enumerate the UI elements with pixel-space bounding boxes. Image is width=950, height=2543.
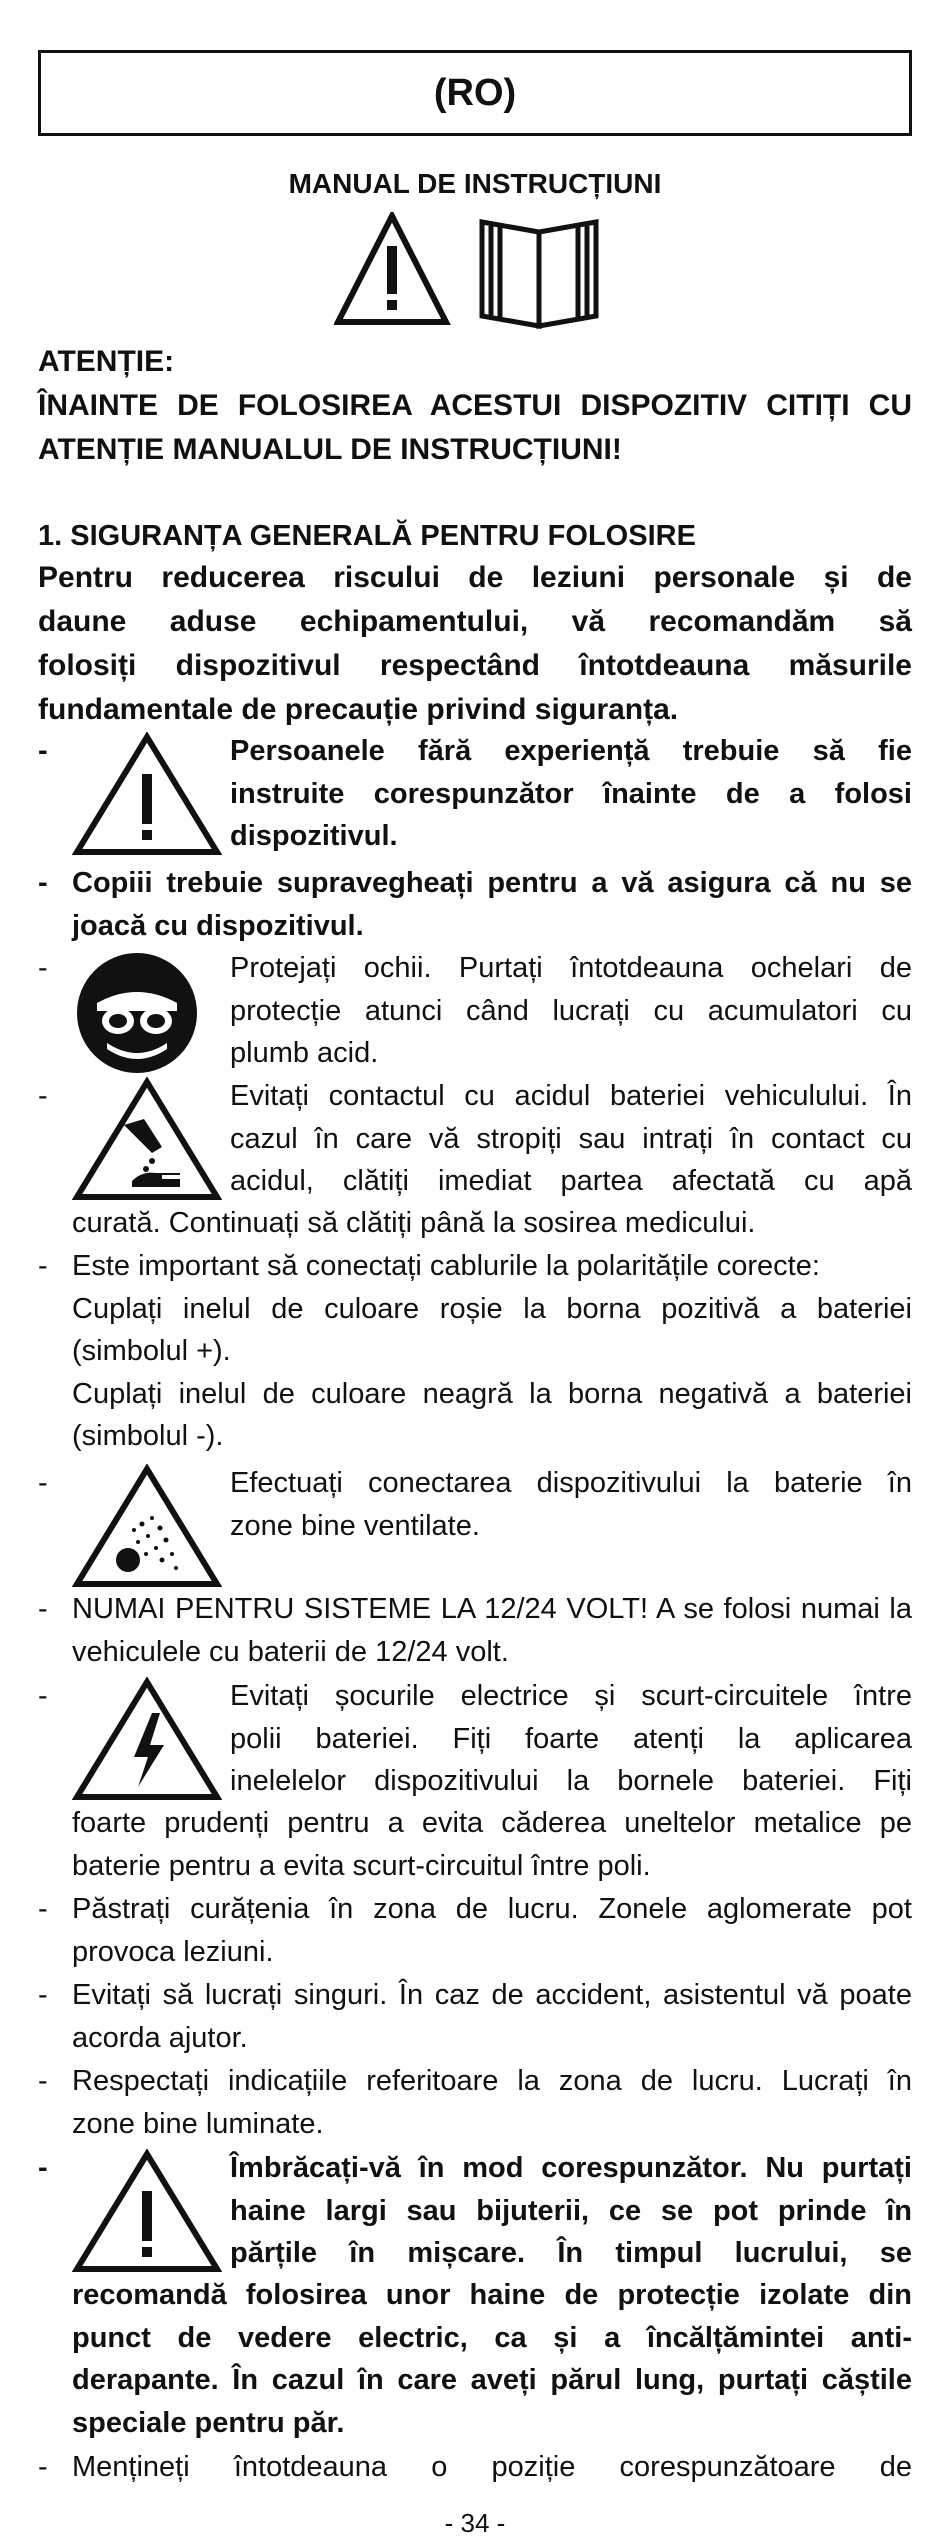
bullet-dash: -: [38, 867, 48, 899]
item-line: zone bine luminate.: [72, 2107, 324, 2140]
item-line: vehiculele cu baterii de 12/24 volt.: [72, 1635, 509, 1668]
item-text: [230, 1075, 912, 1203]
item-text: [230, 730, 912, 858]
list-item: [38, 862, 912, 948]
list-item: [38, 1888, 912, 1974]
item-line: Îmbrăcați-vă în mod corespunzător. Nu purtați: [230, 2152, 912, 2184]
item-line: speciale pentru păr.: [72, 2406, 345, 2439]
section-title: 1. SIGURANȚA GENERALĂ PENTRU FOLOSIRE: [38, 520, 696, 552]
list-item: [38, 1245, 912, 1460]
item-line: polii bateriei. Fiți foarte atenți la aplicarea: [230, 1722, 912, 1755]
header-icons: [334, 212, 614, 330]
bullet-dash: -: [38, 1250, 48, 1282]
list-item: [38, 2446, 912, 2490]
list-item: [38, 730, 912, 860]
item-line: Cuplați inelul de culoare roșie la borna pozitivă a bateriei: [72, 1292, 912, 1325]
attention-line-1: ÎNAINTE DE FOLOSIREA ACESTUI DISPOZITIV CITIȚI CU: [38, 389, 912, 422]
intro-line: fundamentale de precauție privind siguranța.: [38, 693, 679, 726]
item-text: [230, 1462, 912, 1547]
list-item: [38, 1675, 912, 1890]
bullet-dash: -: [38, 1080, 48, 1112]
attention-label: ATENȚIE:: [38, 345, 175, 378]
section-intro: [38, 556, 912, 732]
item-text: [230, 2147, 912, 2275]
bullet-dash: -: [38, 2451, 48, 2483]
item-line: Păstrați curățenia în zona de lucru. Zonele aglomerate pot: [72, 1893, 912, 1925]
item-text: [72, 1588, 912, 1673]
item-line: cazul în care vă stropiți sau intrați în contact cu: [230, 1122, 912, 1155]
item-line: protecție atunci când lucrați cu acumulatori cu: [230, 994, 912, 1027]
attention-notice: [38, 340, 912, 472]
item-line: plumb acid.: [230, 1037, 379, 1069]
item-line: acidul, clătiți imediat partea afectată cu apă: [230, 1165, 912, 1197]
item-line: Respectați indicațiile referitoare la zona de lucru. Lucrați în: [72, 2065, 912, 2097]
list-item: [38, 1588, 912, 1674]
corrosive-acid-icon: [72, 1077, 222, 1203]
item-line: derapante. În cazul în care aveți părul lung, purtați căștile: [72, 2364, 912, 2396]
manual-title: MANUAL DE INSTRUCȚIUNI: [288, 168, 662, 199]
explosion-hazard-icon: [72, 1464, 222, 1590]
page-number: - 34 -: [444, 2508, 506, 2538]
item-text: [230, 947, 912, 1075]
item-line: joacă cu dispozitivul.: [72, 909, 364, 942]
item-line: punct de vedere electric, ca și a încălțămintei anti-: [72, 2321, 912, 2354]
list-item: [38, 2147, 912, 2447]
intro-line: Pentru reducerea riscului de leziuni personale și de: [38, 561, 912, 594]
item-line: Evitați contactul cu acidul bateriei vehiculului. În: [230, 1080, 912, 1112]
electric-hazard-icon: [72, 1677, 222, 1803]
bullet-dash: -: [38, 1979, 48, 2011]
item-text: [72, 1888, 912, 1973]
attention-line-2: ATENȚIE MANUALUL DE INSTRUCȚIUNI!: [38, 433, 622, 466]
intro-line: folosiți dispozitivul respectând întotdeauna măsurile: [38, 649, 912, 682]
item-text: [72, 862, 912, 947]
list-item: [38, 1075, 912, 1245]
safety-goggles-icon: [72, 951, 202, 1075]
item-line: instruite corespunzător înainte de a folosi: [230, 777, 912, 810]
bullet-dash: -: [38, 735, 48, 767]
item-text: [72, 1245, 912, 1458]
bullet-dash: -: [38, 2065, 48, 2097]
item-text-continued: [72, 1802, 912, 1887]
item-line: curată. Continuați să clătiți până la sosirea medicului.: [72, 1207, 756, 1239]
item-line: haine largi sau bijuterii, ce se pot prinde în: [230, 2194, 912, 2227]
item-line: Persoanele fără experiență trebuie să fie: [230, 735, 912, 767]
item-line: acorda ajutor.: [72, 2021, 248, 2054]
item-text: [72, 2446, 912, 2489]
item-line: provoca leziuni.: [72, 1935, 274, 1968]
item-line: inelelelor dispozitivului la bornele bateriei. Fiți: [230, 1765, 912, 1797]
warning-triangle-icon: [72, 2149, 222, 2275]
item-line: Este important să conectați cablurile la polaritățile corecte:: [72, 1250, 820, 1282]
list-item: [38, 1974, 912, 2060]
item-line: (simbolul +).: [72, 1335, 231, 1367]
item-line: (simbolul -).: [72, 1420, 224, 1452]
item-line: foarte prudenți pentru a evita căderea uneltelor metalice pe: [72, 1807, 912, 1839]
item-line: Evitați să lucrați singuri. În caz de accident, asistentul vă poate: [72, 1979, 912, 2011]
language-box: [38, 50, 912, 136]
item-text: [72, 1974, 912, 2059]
item-line: Copiii trebuie supravegheați pentru a vă asigura că nu se: [72, 867, 912, 899]
item-line: Evitați șocurile electrice și scurt-circuitele între: [230, 1680, 912, 1712]
item-text-continued: [72, 2274, 912, 2444]
bullet-dash: -: [38, 1467, 48, 1499]
intro-line: daune aduse echipamentului, vă recomandăm să: [38, 605, 912, 638]
item-text: [230, 1675, 912, 1803]
item-line: NUMAI PENTRU SISTEME LA 12/24 VOLT! A se folosi numai la: [72, 1593, 912, 1625]
item-text: [72, 2060, 912, 2145]
bullet-dash: -: [38, 952, 48, 984]
item-line: dispozitivul.: [230, 820, 398, 852]
item-line: părțile în mișcare. În timpul lucrului, se: [230, 2237, 912, 2269]
item-line: Efectuați conectarea dispozitivului la baterie în: [230, 1467, 912, 1499]
bullet-dash: -: [38, 1893, 48, 1925]
list-item: [38, 947, 912, 1075]
open-book-icon: [482, 222, 596, 326]
item-line: baterie pentru a evita scurt-circuitul între poli.: [72, 1849, 651, 1882]
list-item: [38, 2060, 912, 2146]
item-line: zone bine ventilate.: [230, 1509, 480, 1542]
item-text-continued: [72, 1202, 912, 1245]
item-line: Mențineți întotdeauna o poziție corespunzătoare de: [72, 2451, 912, 2483]
bullet-dash: -: [38, 1593, 48, 1625]
bullet-dash: -: [38, 1680, 48, 1712]
language-code: (RO): [433, 71, 517, 114]
warning-triangle-icon: [72, 732, 222, 858]
item-line: Protejați ochii. Purtați întotdeauna ochelari de: [230, 952, 912, 984]
item-line: recomandă folosirea unor haine de protecție izolate din: [72, 2279, 912, 2311]
list-item: [38, 1462, 912, 1594]
bullet-dash: -: [38, 2152, 48, 2184]
item-line: Cuplați inelul de culoare neagră la borna negativă a bateriei: [72, 1377, 912, 1410]
warning-triangle-icon: [338, 216, 446, 322]
